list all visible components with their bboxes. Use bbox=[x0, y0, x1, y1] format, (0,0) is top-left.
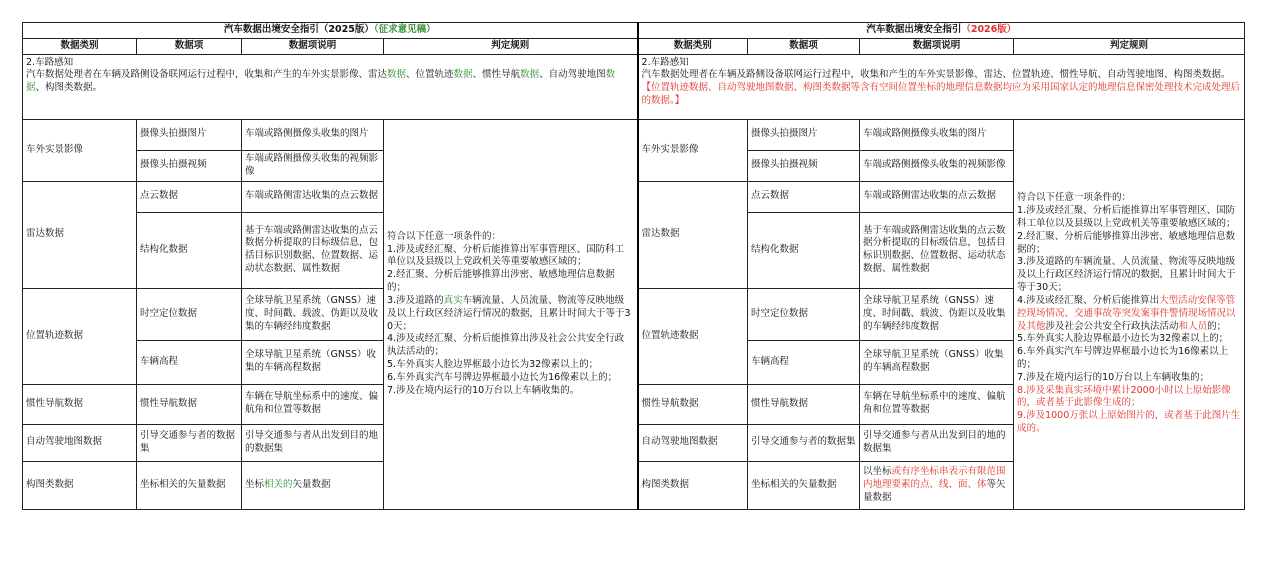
right-rule-4-a: 4.涉及或经汇聚、分析后能推算出 bbox=[1017, 294, 1160, 306]
left-item: 车辆高程 bbox=[137, 340, 242, 384]
right-rule-9: 9.涉及1000万张以上原始图片的，或者基于此图片生成的。 bbox=[1017, 410, 1241, 435]
right-desc-c: 等矢量数据 bbox=[863, 478, 1006, 503]
left-desc: 车端或路侧雷达收集的点云数据 bbox=[242, 181, 384, 212]
right-rule-4 bbox=[1017, 295, 1241, 333]
left-item: 时空定位数据 bbox=[137, 288, 242, 340]
right-title bbox=[638, 23, 1245, 39]
comparison-document bbox=[22, 22, 1244, 510]
left-header-category: 数据类别 bbox=[23, 38, 137, 54]
left-rule-4: 4.涉及或经汇聚、分析后能推算出涉及社会公共安全行政执法活动的； bbox=[387, 333, 625, 358]
left-item: 摄像头拍摄图片 bbox=[137, 119, 242, 150]
right-desc: 车端或路侧摄像头收集的视频影像 bbox=[860, 150, 1014, 181]
right-intro-note: 【位置轨迹数据、自动驾驶地图数据、构图类数据等含有空间位置坐标的地理信息数据均应为采用国家认定的地理信息保密处理技术完成处理后的数据。】 bbox=[641, 82, 1241, 107]
right-rule-4-c: 的； bbox=[1207, 320, 1227, 332]
left-intro-highlight: 数据 bbox=[387, 69, 407, 81]
right-header-description: 数据项说明 bbox=[860, 38, 1014, 54]
left-rule-2: 2.经汇聚、分析后能够推算出涉密、敏感地理信息数据的； bbox=[387, 269, 615, 294]
right-item: 摄像头拍摄视频 bbox=[748, 150, 860, 181]
left-item: 坐标相关的矢量数据 bbox=[137, 461, 242, 509]
right-item: 摄像头拍摄图片 bbox=[748, 119, 860, 150]
left-cat-inertial: 惯性导航数据 bbox=[23, 384, 137, 424]
right-cat-camera: 车外实景影像 bbox=[638, 119, 748, 181]
left-desc: 全球导航卫星系统（GNSS）速度、时间戳、载波、伪距以及收集的车辆经纬度数据 bbox=[242, 288, 384, 340]
right-title-main: 汽车数据出境安全指引 bbox=[866, 24, 962, 35]
right-item: 车辆高程 bbox=[748, 340, 860, 384]
right-cat-radar: 雷达数据 bbox=[638, 181, 748, 288]
left-header-description: 数据项说明 bbox=[242, 38, 384, 54]
right-rule-2: 2.经汇聚、分析后能够推算出涉密、敏感地理信息数据的； bbox=[1017, 230, 1236, 255]
right-intro bbox=[638, 54, 1245, 119]
left-desc-a: 坐标 bbox=[245, 478, 265, 490]
left-title bbox=[23, 23, 638, 39]
right-desc-a: 以坐标 bbox=[863, 465, 892, 477]
left-desc-highlight: 相关的 bbox=[264, 478, 293, 490]
left-desc: 引导交通参与者从出发到目的地的数据集 bbox=[242, 424, 384, 461]
right-cat-inertial: 惯性导航数据 bbox=[638, 384, 748, 424]
right-rules-lead: 符合以下任意一项条件的： bbox=[1017, 192, 1132, 204]
left-desc-c: 矢量数据 bbox=[292, 478, 331, 490]
right-header-category: 数据类别 bbox=[638, 38, 748, 54]
left-rule-5: 5.车外真实人脸边界框最小边长为32像素以上的； bbox=[387, 358, 599, 370]
right-rule-4-b: 涉及社会公共安全行政执法活动 bbox=[1045, 320, 1179, 332]
right-intro-heading: 2.车路感知 bbox=[641, 56, 689, 68]
left-desc: 全球导航卫星系统（GNSS）收集的车辆高程数据 bbox=[242, 340, 384, 384]
right-desc: 车端或路侧摄像头收集的图片 bbox=[860, 119, 1014, 150]
left-intro-text: 、自动驾驶地图 bbox=[539, 69, 606, 81]
right-item: 点云数据 bbox=[748, 181, 860, 212]
right-rules bbox=[1014, 119, 1245, 509]
left-title-note: （征求意见稿） bbox=[373, 24, 436, 35]
left-intro-text: 、位置轨迹 bbox=[406, 69, 454, 81]
left-intro-highlight: 数据 bbox=[453, 69, 473, 81]
right-rule-1: 1.涉及或经汇聚、分析后能推算出军事管理区、国防科工单位以及县级以上党政机关等重要敏感区域的； bbox=[1017, 205, 1236, 230]
left-rule-3-b: 车辆流量、人员流量、物流等反映地级及以上行政区经济运行情况的数据，且累计时间大于等于30天； bbox=[387, 294, 631, 332]
right-cat-autodrive-map: 自动驾驶地图数据 bbox=[638, 424, 748, 461]
left-desc: 车端或路侧摄像头收集的图片 bbox=[242, 119, 384, 150]
right-cat-mapping: 构图类数据 bbox=[638, 461, 748, 509]
right-desc: 车辆在导航坐标系中的速度、偏航角和位置等数据 bbox=[860, 384, 1014, 424]
right-header-rules: 判定规则 bbox=[1014, 38, 1245, 54]
right-rule-3: 3.涉及道路的车辆流量、人员流量、物流等反映地级及以上行政区经济运行情况的数据，且累计时间大于等于30天； bbox=[1017, 256, 1236, 294]
left-desc bbox=[242, 461, 384, 509]
left-rule-1: 1.涉及或经汇聚、分析后能推算出军事管理区、国防科工单位以及县级以上党政机关等重要敏感区域的； bbox=[387, 243, 625, 268]
left-rule-6: 6.车外真实汽车号牌边界框最小边长为16像素以上的； bbox=[387, 371, 618, 383]
right-header-item: 数据项 bbox=[748, 38, 860, 54]
left-item: 惯性导航数据 bbox=[137, 384, 242, 424]
right-item: 惯性导航数据 bbox=[748, 384, 860, 424]
left-rule-7: 7.涉及在境内运行的10万台以上车辆收集的。 bbox=[387, 384, 580, 396]
left-title-main: 汽车数据出境安全指引（2025版） bbox=[223, 24, 374, 35]
left-cat-radar: 雷达数据 bbox=[23, 181, 137, 288]
left-intro-text: 、构图类数据。 bbox=[35, 82, 103, 94]
left-rules-lead: 符合以下任意一项条件的： bbox=[387, 230, 502, 242]
left-header-rules: 判定规则 bbox=[384, 38, 638, 54]
left-cat-autodrive-map: 自动驾驶地图数据 bbox=[23, 424, 137, 461]
left-item: 结构化数据 bbox=[137, 212, 242, 288]
left-intro bbox=[23, 54, 638, 119]
left-intro-highlight: 数据 bbox=[520, 69, 540, 81]
right-desc: 全球导航卫星系统（GNSS）收集的车辆高程数据 bbox=[860, 340, 1014, 384]
right-rule-4-new: 和人员 bbox=[1178, 320, 1208, 332]
left-intro-heading: 2.车路感知 bbox=[26, 56, 74, 68]
left-rule-3 bbox=[387, 295, 634, 333]
left-cat-mapping: 构图类数据 bbox=[23, 461, 137, 509]
left-header-item: 数据项 bbox=[137, 38, 242, 54]
right-item: 坐标相关的矢量数据 bbox=[748, 461, 860, 509]
left-item: 引导交通参与者的数据集 bbox=[137, 424, 242, 461]
left-desc: 车辆在导航坐标系中的速度、偏航角和位置等数据 bbox=[242, 384, 384, 424]
right-item: 引导交通参与者的数据集 bbox=[748, 424, 860, 461]
right-desc: 全球导航卫星系统（GNSS）速度、时间戳、载波、伪距以及收集的车辆经纬度数据 bbox=[860, 288, 1014, 340]
right-desc bbox=[860, 461, 1014, 509]
right-item: 时空定位数据 bbox=[748, 288, 860, 340]
right-rule-4-new: 大型活动安保等管控现场情况、交通事故等突发案事件警情现场情况以及其他 bbox=[1017, 294, 1236, 332]
right-title-note: （2026版） bbox=[961, 24, 1017, 35]
right-rule-6: 6.车外真实汽车号牌边界框最小边长为16像素以上的； bbox=[1017, 346, 1229, 370]
right-item: 结构化数据 bbox=[748, 212, 860, 288]
left-intro-text: 、惯性导航 bbox=[472, 69, 521, 81]
left-rule-3-a: 3.涉及道路的 bbox=[387, 294, 444, 306]
right-rule-7: 7.涉及在境内运行的10万台以上车辆收集的； bbox=[1017, 371, 1210, 383]
left-cat-camera: 车外实景影像 bbox=[23, 119, 137, 181]
left-item: 摄像头拍摄视频 bbox=[137, 150, 242, 181]
right-desc: 引导交通参与者从出发到目的地的数据集 bbox=[860, 424, 1014, 461]
left-intro-text: 汽车数据处理者在车辆及路侧设备联网运行过程中，收集和产生的车外实景影像、雷达 bbox=[26, 69, 388, 81]
right-desc: 车端或路侧雷达收集的点云数据 bbox=[860, 181, 1014, 212]
comparison-table bbox=[22, 22, 1245, 510]
left-desc: 基于车端或路侧雷达收集的点云数据分析提取的目标级信息，包括目标识别数据、位置数据、运动状态数据、属性数据 bbox=[242, 212, 384, 288]
right-rule-5: 5.车外真实人脸边界框最小边长为32像素以上的； bbox=[1017, 333, 1229, 345]
left-rules bbox=[384, 119, 638, 509]
left-rule-3-highlight: 真实 bbox=[443, 294, 463, 306]
left-item: 点云数据 bbox=[137, 181, 242, 212]
right-cat-position: 位置轨迹数据 bbox=[638, 288, 748, 384]
left-intro-highlight: 数据 bbox=[26, 69, 616, 94]
left-desc: 车端或路侧摄像头收集的视频影像 bbox=[242, 150, 384, 181]
right-rule-8: 8.涉及采集真实环境中累计2000小时以上原始影像的，或者基于此影像生成的； bbox=[1017, 384, 1231, 409]
left-cat-position: 位置轨迹数据 bbox=[23, 288, 137, 384]
right-desc: 基于车端或路侧雷达收集的点云数据分析提取的目标级信息，包括目标识别数据、位置数据、运动状态数据、属性数据 bbox=[860, 212, 1014, 288]
right-desc-new: 或有序坐标串表示有限范围内地理要素的点、线、面、体 bbox=[863, 465, 1006, 490]
right-intro-text: 汽车数据处理者在车辆及路侧设备联网运行过程中，收集和产生的车外实景影像、雷达、位置轨迹、惯性导航、自动驾驶地图、构图类数据。 bbox=[641, 69, 1231, 81]
